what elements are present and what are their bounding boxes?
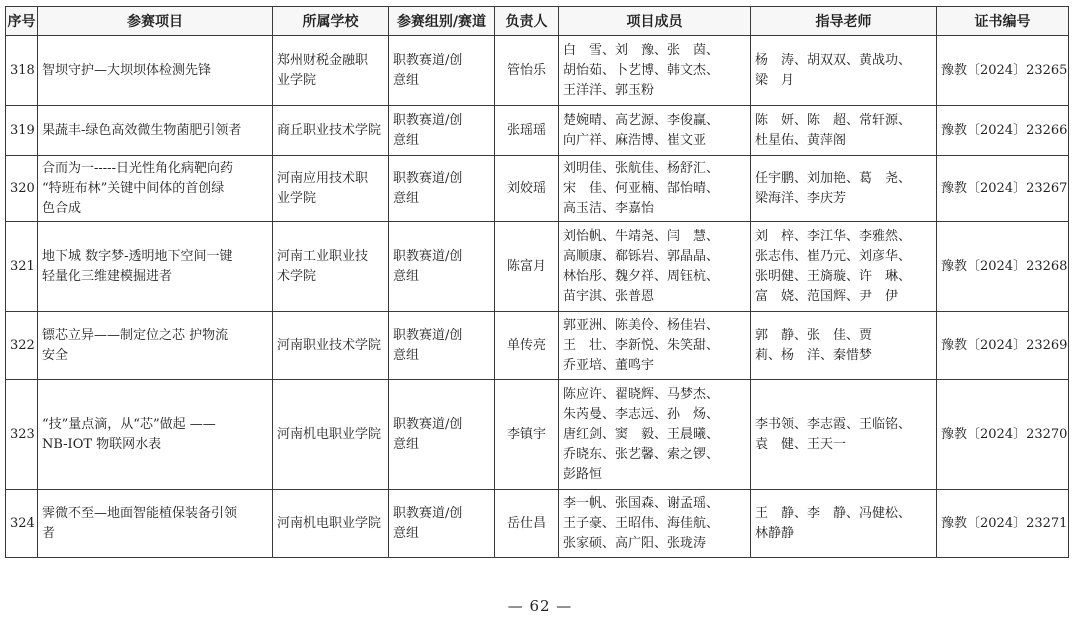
- members-text: 李一帆、张国森、谢孟瑶、 王子豪、王昭伟、海佳航、 张家硕、高广阳、张珑涛: [563, 495, 720, 551]
- cell-no: 322: [6, 312, 38, 380]
- advisors-text: 任宇鹏、刘加艳、葛 尧、 梁海洋、李庆芳: [755, 170, 912, 206]
- cell-project: [38, 156, 273, 222]
- cell-members: [559, 36, 751, 106]
- cell-members: [559, 380, 751, 490]
- award-table: [5, 6, 1069, 558]
- cell-track: [389, 380, 495, 490]
- table-row: [6, 380, 1069, 490]
- header-row: [6, 7, 1069, 36]
- table-row: [6, 106, 1069, 156]
- table-row: [6, 490, 1069, 558]
- cell-track: [389, 156, 495, 222]
- project-text: 镖芯立异——制定位之芯 护物流 安全: [42, 327, 229, 363]
- advisors-text: 杨 涛、胡双双、黄战功、 梁 月: [755, 52, 912, 88]
- members-text: 刘明佳、张航佳、杨舒汇、 宋 佳、何亚楠、郜怡晴、 高玉洁、李嘉怡: [563, 160, 720, 216]
- cell-project: [38, 106, 273, 156]
- cell-members: [559, 106, 751, 156]
- advisors-text: 刘 梓、李江华、李雅然、 张志伟、崔乃元、刘彦华、 张明健、王旖璇、许 琳、 富 娆、范国辉、尹 伊: [755, 228, 912, 304]
- table-row: [6, 222, 1069, 312]
- cell-advisors: [751, 36, 937, 106]
- cell-no: 324: [6, 490, 38, 558]
- project-text: 霁微不至—地面智能植保装备引领 者: [42, 505, 238, 541]
- school-text: 河南机电职业学院: [277, 515, 382, 531]
- cell-cert: 豫教〔2024〕23271: [937, 490, 1069, 558]
- header-track: 参赛组别/赛道: [389, 7, 495, 36]
- project-text: 果蔬丰-绿色高效微生物菌肥引领者: [42, 122, 242, 138]
- cell-no: 320: [6, 156, 38, 222]
- school-text: 商丘职业技术学院: [277, 122, 382, 138]
- cell-no: 319: [6, 106, 38, 156]
- cell-cert: 豫教〔2024〕23269: [937, 312, 1069, 380]
- table-row: [6, 36, 1069, 106]
- table-row: [6, 156, 1069, 222]
- cell-cert: 豫教〔2024〕23270: [937, 380, 1069, 490]
- track-text: 职教赛道/创 意组: [393, 248, 463, 284]
- advisors-text: 郭 静、张 佳、贾 莉、杨 洋、秦惜梦: [755, 327, 873, 363]
- cell-track: [389, 106, 495, 156]
- cell-cert: 豫教〔2024〕23268: [937, 222, 1069, 312]
- cell-cert: 豫教〔2024〕23267: [937, 156, 1069, 222]
- header-advisors: 指导老师: [751, 7, 937, 36]
- members-text: 陈应许、翟晓辉、马梦杰、 朱芮曼、李志远、孙 炀、 唐红剑、窦 毅、王晨曦、 乔晓东、张艺馨、索之锣、 彭路恒: [563, 386, 720, 482]
- cell-track: [389, 36, 495, 106]
- cell-no: 318: [6, 36, 38, 106]
- cell-leader: 单传亮: [495, 312, 559, 380]
- school-text: 河南职业技术学院: [277, 337, 382, 353]
- cell-advisors: [751, 106, 937, 156]
- header-members: 项目成员: [559, 7, 751, 36]
- cell-members: [559, 312, 751, 380]
- advisors-text: 王 静、李 静、冯健松、 林静静: [755, 505, 912, 541]
- cell-leader: 岳仕昌: [495, 490, 559, 558]
- header-leader: 负责人: [495, 7, 559, 36]
- cell-school: [273, 312, 389, 380]
- cell-no: 323: [6, 380, 38, 490]
- cell-no: 321: [6, 222, 38, 312]
- cell-school: [273, 222, 389, 312]
- track-text: 职教赛道/创 意组: [393, 52, 463, 88]
- cell-school: [273, 156, 389, 222]
- cell-leader: 张瑶瑶: [495, 106, 559, 156]
- members-text: 白 雪、刘 豫、张 茵、 胡怡茹、卜艺博、韩文杰、 王洋洋、郭玉粉: [563, 42, 720, 98]
- page-number: — 62 —: [507, 597, 573, 615]
- cell-advisors: [751, 312, 937, 380]
- cell-school: [273, 106, 389, 156]
- cell-advisors: [751, 156, 937, 222]
- cell-school: [273, 380, 389, 490]
- school-text: 河南应用技术职 业学院: [277, 170, 369, 206]
- track-text: 职教赛道/创 意组: [393, 170, 463, 206]
- members-text: 郭亚洲、陈美伶、杨佳岩、 王 壮、李新悦、朱笑甜、 乔亚培、董鸣宇: [563, 317, 720, 373]
- school-text: 河南工业职业技 术学院: [277, 248, 369, 284]
- track-text: 职教赛道/创 意组: [393, 505, 463, 541]
- header-cert: 证书编号: [937, 7, 1069, 36]
- school-text: 郑州财税金融职 业学院: [277, 52, 369, 88]
- members-text: 刘怡帆、牛靖尧、闫 慧、 高顺康、郗铄岩、郭晶晶、 林怡彤、魏夕祥、周钰杭、 苗宇淇、张普恩: [563, 228, 720, 304]
- cell-track: [389, 312, 495, 380]
- cell-cert: 豫教〔2024〕23265: [937, 36, 1069, 106]
- track-text: 职教赛道/创 意组: [393, 327, 463, 363]
- cell-project: [38, 312, 273, 380]
- cell-members: [559, 490, 751, 558]
- cell-track: [389, 490, 495, 558]
- header-project: 参赛项目: [38, 7, 273, 36]
- table-row: [6, 312, 1069, 380]
- school-text: 河南机电职业学院: [277, 426, 382, 442]
- project-text: 地下城 数字梦-透明地下空间一键 轻量化三维建模掘进者: [42, 248, 233, 284]
- cell-advisors: [751, 380, 937, 490]
- advisors-text: 李书领、李志霞、王临铭、 袁 健、王天一: [755, 416, 912, 452]
- cell-project: [38, 490, 273, 558]
- header-school: 所属学校: [273, 7, 389, 36]
- advisors-text: 陈 妍、陈 超、常轩源、 杜星佑、黄萍阁: [755, 112, 912, 148]
- header-no: 序号: [6, 7, 38, 36]
- cell-project: [38, 36, 273, 106]
- project-text: “技”量点滴，从“芯”做起 —— NB-IOT 物联网水表: [42, 416, 216, 452]
- track-text: 职教赛道/创 意组: [393, 416, 463, 452]
- members-text: 楚婉晴、高艺源、李俊赢、 向广祥、麻浩博、崔文亚: [563, 112, 720, 148]
- cell-leader: 管怡乐: [495, 36, 559, 106]
- cell-project: [38, 380, 273, 490]
- cell-leader: 刘姣瑶: [495, 156, 559, 222]
- cell-project: [38, 222, 273, 312]
- cell-advisors: [751, 490, 937, 558]
- cell-advisors: [751, 222, 937, 312]
- cell-cert: 豫教〔2024〕23266: [937, 106, 1069, 156]
- cell-members: [559, 156, 751, 222]
- project-text: 合而为一-----日光性角化病靶向药 “特班布林”关键中间体的首创绿 色合成: [42, 160, 233, 216]
- cell-leader: 陈富月: [495, 222, 559, 312]
- cell-track: [389, 222, 495, 312]
- cell-school: [273, 36, 389, 106]
- cell-leader: 李镇宇: [495, 380, 559, 490]
- cell-school: [273, 490, 389, 558]
- project-text: 智坝守护—大坝坝体检测先锋: [42, 62, 212, 78]
- cell-members: [559, 222, 751, 312]
- track-text: 职教赛道/创 意组: [393, 112, 463, 148]
